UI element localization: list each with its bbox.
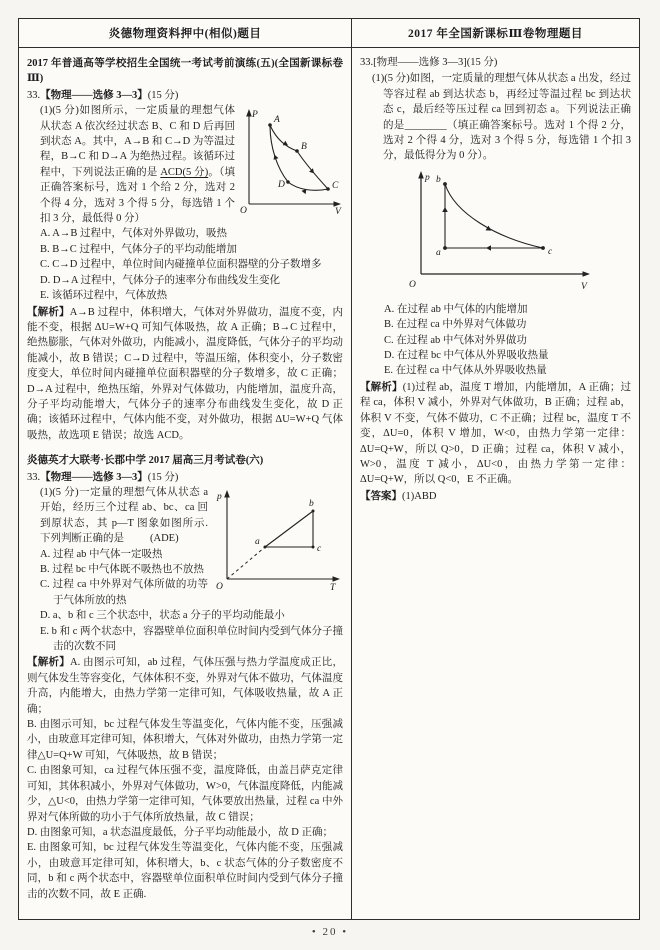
section1-title: 2017 年普通高等学校招生全国统一考试考前演练(五)(全国新课标卷Ⅲ) xyxy=(27,58,343,85)
header-exam-questions: 2017 年全国新课标Ⅲ卷物理题目 xyxy=(408,28,583,40)
table-header-row xyxy=(19,19,639,48)
isotherm-CD xyxy=(288,182,328,190)
figure-pt-triangle xyxy=(213,487,343,591)
header-similar-questions: 炎德物理资料押中(相似)题目 xyxy=(19,19,352,47)
fig2-point-b: b xyxy=(309,498,314,509)
p-axis-arrow xyxy=(418,171,424,179)
v-axis-arrow xyxy=(583,271,591,277)
filled-answer: ACD(5 分) xyxy=(160,166,209,178)
analysis-para-B: B. 由图示可知，bc 过程气体发生等温变化，气体内能不变，压强减小，由玻意耳定律可知，体积增大，气体对外做功，由热力学第一定律△U=Q+W 可知，气体吸热，故 B 错误； xyxy=(27,719,343,761)
option-E: E. 该循环过程中，气体放热 xyxy=(40,290,168,302)
option-C: C. 过程 ca 中外界对气体所做的功等于气体所放的热 xyxy=(40,579,208,606)
section2-question-head xyxy=(27,470,343,485)
option-B: B. 过程 bc 中气体既不吸热也不放热 xyxy=(40,564,204,575)
process-ab xyxy=(265,511,313,547)
pv-diagram-abc xyxy=(393,168,598,300)
t-axis-arrow xyxy=(333,576,341,582)
section2-title: 炎德英才大联考·长郡中学 2017 届高三月考试卷(六) xyxy=(27,455,264,467)
fig3-ylabel: p xyxy=(425,172,430,183)
fig1-point-D: D xyxy=(278,180,285,191)
analysis-text: (1)过程 ab，温度 T 增加，内能增加，A 正确；过程 ca，体积 V 减小，外界对气体做功，B 正确；过程 ab，体积 V 不变，气体不做功，C 不正确；过程 bc，温度 T 不变，ΔU=0，体积 V 增加，W<0，由热力学第一定律：ΔU=Q+W，所以 Q>0，D 正确；过程 ca，体积 V 减小，W>0，温度 T 减小，ΔU<0，由热力学第一定律：ΔU=Q+W，所以 Q<0，E 不正确。 xyxy=(360,381,631,486)
analysis-label: 【解析】 xyxy=(27,657,71,669)
analysis-para-D: D. 由图象可知，a 状态温度最低，分子平均动能最小，故 D 正确； xyxy=(27,826,333,838)
stem-text: (1)(5 分)一定量的理想气体从状态 a 开始，经历三个过程 ab、bc、ca 回到原状态，其 p—T 图象如图所示. 下列判断正确的是 xyxy=(40,486,208,545)
option-E: E. b 和 c 两个状态中，容器壁单位面积单位时间内受到气体分子撞击的次数不同 xyxy=(40,625,343,653)
section1-stem xyxy=(40,103,343,226)
fig1-xlabel: V xyxy=(335,207,341,216)
question-number: 33. xyxy=(27,471,41,483)
p-axis-arrow xyxy=(224,490,230,498)
option-A: A. 过程 ab 中气体一定吸热 xyxy=(40,548,163,560)
analysis-para-A: A. 由图示可知，ab 过程，气体压强与热力学温度成正比，则气体发生等容变化，气体体积不变，外界对气体不做功，气体温度升高，内能增大，由热力学第一定律可知，气体吸收热量，故 A 正确； xyxy=(27,657,344,715)
fig1-point-B: B xyxy=(301,142,307,153)
right-question-head: 33.[物理——选修 3—3](15 分) xyxy=(360,57,498,68)
section1-question-head xyxy=(27,88,343,103)
answer-text: (1)ABD xyxy=(402,490,437,502)
question-subject: 【物理——选修 3—3】 xyxy=(40,89,148,101)
figure-pv-cycle-ABCD xyxy=(240,105,343,215)
answer-label: 【答案】 xyxy=(360,490,402,502)
fig3-point-a: a xyxy=(436,247,441,258)
fig2-xlabel: T xyxy=(330,582,336,591)
isotherm-AB xyxy=(270,125,297,151)
fig1-ylabel: P xyxy=(252,110,258,121)
option-B: B. B→C 过程中，气体分子的平均动能增加 xyxy=(40,243,237,255)
fig2-origin: O xyxy=(216,581,223,591)
adiabat-DA xyxy=(270,125,288,182)
section2-analysis xyxy=(27,655,343,717)
right-analysis xyxy=(360,380,631,488)
pt-diagram-abc xyxy=(213,487,343,591)
section1-analysis xyxy=(27,305,343,444)
fig1-origin: O xyxy=(240,206,247,216)
analysis-para-C: C. 由图象可知，ca 过程气体压强不变，温度降低，由盖吕萨克定律可知，其体积减小，外界对气体做功，W>0，气体温度降低，内能减少，△U<0，由热力学第一定律可知，气体要放出热量，过程 ca 中外界对气体所做的功小于气体所放热量，故 C 错误； xyxy=(27,765,343,823)
option-D: D. 在过程 bc 中气体从外界吸收热量 xyxy=(384,350,549,362)
analysis-para-E: E. 由图象可知，bc 过程气体发生等温变化，气体内能不变，压强减小，由玻意耳定律可知，体积增大，b、c 状态气体的分子数密度不同，b 和 c 两个状态中，容器壁单位面积单位时间内受到气体分子撞击的次数不同，故 E 正确. xyxy=(27,842,343,900)
isotherm-bc xyxy=(445,184,543,248)
fig3-xlabel: V xyxy=(581,281,587,292)
question-subject: 【物理——选修 3—3】 xyxy=(40,471,148,483)
fig2-ylabel: p xyxy=(217,491,222,502)
analysis-text: A→B 过程中，体积增大，气体对外界做功，温度不变，内能不变，根据 ΔU=W+Q 可知气体吸热，故 A 正确；B→C 过程中，绝热膨胀，气体对外做功，内能减小，温度降低，气体分子的平均动能减小，故 B 错误；C→D 过程中，等温压缩，体积变小，分子数密度变大，单位时间内碰撞单位面积器壁的分子数增多，故 C 正确；D→A 过程中，绝热压缩，外界对气体做功，内能增加，温度升高，分子平均动能增大，气体分子的速率分布曲线发生变化，故 D 正确；该循环过程中，气体内能不变，对外做功，根据 ΔU=W+Q 气体吸热，故选项 E 错误；故选 ACD。 xyxy=(27,306,344,441)
fig3-point-c: c xyxy=(548,246,553,257)
right-answer xyxy=(360,489,631,504)
v-axis-arrow xyxy=(334,201,342,207)
option-C: C. C→D 过程中，单位时间内碰撞单位面积器壁的分子数增多 xyxy=(40,259,322,271)
fig2-point-c: c xyxy=(317,543,322,554)
section2-stem xyxy=(40,485,343,654)
right-column xyxy=(352,48,639,919)
option-A: A. 在过程 ab 中气体的内能增加 xyxy=(384,303,528,315)
pv-diagram-abcd xyxy=(240,105,343,215)
fig1-point-A: A xyxy=(274,115,280,126)
stem-tail: 。（填正确答案标号，选对 1 个给 2 分，选对 2 个得 4 分，选对 3 个得 5 分，每选错 1 个扣 3 分，最低得 0 分） xyxy=(40,166,236,225)
fig3-origin: O xyxy=(409,279,416,290)
analysis-label: 【解析】 xyxy=(27,306,70,318)
question-number: 33. xyxy=(27,89,41,101)
option-C: C. 在过程 ab 中气体对外界做功 xyxy=(384,334,527,346)
answer-comparison-table xyxy=(18,18,640,920)
option-E: E. 在过程 ca 中气体从外界吸收热量 xyxy=(384,365,547,377)
option-D: D. a、b 和 c 三个状态中，状态 a 分子的平均动能最小 xyxy=(40,610,285,622)
question-score: (15 分) xyxy=(147,89,179,101)
stem-text: (1)(5 分)如图所示，一定质量的理想气体从状态 A 依次经过状态 B、C 和 D 后再回到状态 A。其中，A→B 和 C→D 为等温过程，B→C 和 D→A 为绝热过程。该循环过程中，下列说法正确的是 xyxy=(40,105,235,178)
p-axis-arrow xyxy=(246,109,252,117)
option-A: A. A→B 过程中，气体对外界做功，吸热 xyxy=(40,228,227,240)
analysis-label: 【解析】 xyxy=(360,381,403,393)
answer-mark: (ADE) xyxy=(150,533,179,545)
fig1-point-C: C xyxy=(332,181,339,192)
left-column xyxy=(19,48,352,919)
table-body-row xyxy=(19,48,639,919)
fig2-point-a: a xyxy=(255,536,260,547)
option-B: B. 在过程 ca 中外界对气体做功 xyxy=(384,319,527,331)
figure-pv-cycle-abc xyxy=(360,168,631,300)
dashed-extension xyxy=(227,547,265,579)
question-score: (15 分) xyxy=(147,471,179,483)
page-number: • 20 • xyxy=(311,926,349,938)
fig3-point-b: b xyxy=(436,174,441,185)
option-D: D. D→A 过程中，气体分子的速率分布曲线发生变化 xyxy=(40,274,281,286)
right-stem: (1)(5 分)如图，一定质量的理想气体从状态 a 出发，经过等容过程 ab 到达状态 b，再经过等温过程 bc 到达状态 c，最后经等压过程 ca 回到初态 a。下列说法正确的是________（填正确答案标号。选对 1 个得 2 分，选对 2 个得 4 分，选对 3 个得 5 分，每选错 1 个扣 3 分，最低得分为 0 分）。 xyxy=(372,73,631,162)
